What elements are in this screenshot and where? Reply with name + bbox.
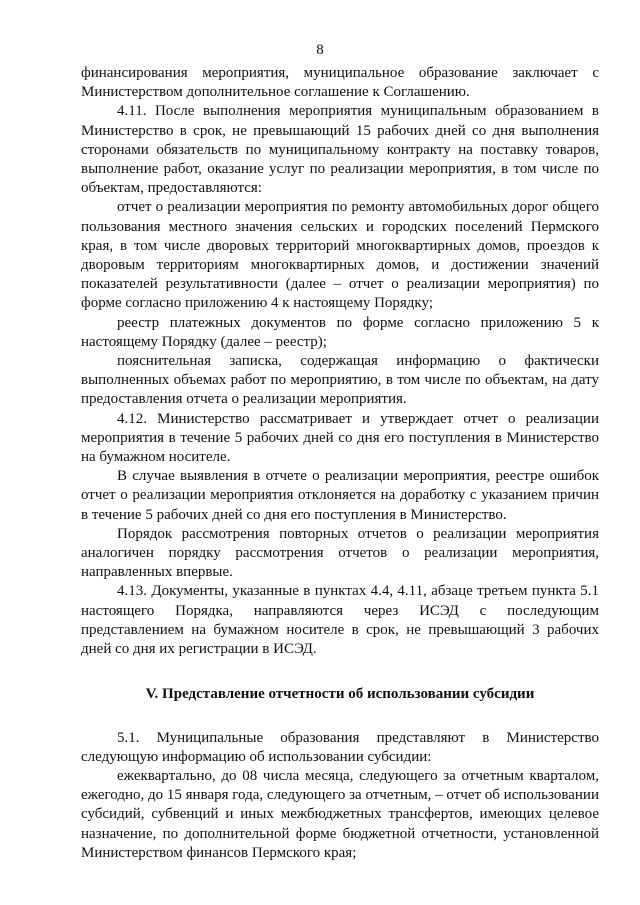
document-body (81, 64, 599, 863)
paragraph-4-13: 4.13. Документы, указанные в пунктах 4.4, 4.11, абзаце третьем пункта 5.1 настоящего Порядка, направляются через ИСЭД с последующим представлением на бумажном носителе в срок, не превышающий 3 рабочих дней со дня их регистрации в ИСЭД. (81, 583, 599, 658)
paragraph-4-11: 4.11. После выполнения мероприятия муниципальным образованием в Министерство в срок, не превышающий 15 рабочих дней со дня выполнения сторонами обязательств по муниципальному контракту на поставку товаров, выполнение работ, оказание услуг по реализации мероприятия, в том числе по объектам, предоставляются: (81, 103, 599, 197)
paragraph-quarterly: ежеквартально, до 08 числа месяца, следующего за отчетным кварталом, ежегодно, до 15 января года, следующего за отчетным, – отчет об использовании субсидий, субвенций и иных межбюджетных трансфертов, имеющих целевое назначение, по дополнительной форме бюджетной отчетности, установленной Министерством финансов Пермского края; (81, 767, 599, 861)
paragraph-continuation: финансирования мероприятия, муниципальное образование заключает с Министерством дополнительное соглашение к Соглашению. (81, 65, 599, 101)
paragraph-report: отчет о реализации мероприятия по ремонту автомобильных дорог общего пользования местного значения сельских и городских поселений Пермского края, в том числе дворовых территорий многоквартирных домов, проездов к дворовым территориям многоквартирных домов, и достижении значений показателей результативности (далее – отчет о реализации мероприятия) по форме согласно приложению 4 к настоящему Порядку; (81, 199, 599, 312)
page-number: 8 (316, 42, 324, 58)
paragraph-explanatory-note: пояснительная записка, содержащая информацию о фактически выполненных объемах работ по мероприятию, в том числе по объектам, на дату предоставления отчета о реализации мероприятия. (81, 353, 599, 408)
paragraph-registry: реестр платежных документов по форме согласно приложению 5 к настоящему Порядку (далее – реестр); (81, 314, 599, 350)
paragraph-errors: В случае выявления в отчете о реализации мероприятия, реестре ошибок отчет о реализации мероприятия отклоняется на доработку с указанием причин в течение 5 рабочих дней со дня его поступления в Министерство. (81, 468, 599, 523)
paragraph-5-1: 5.1. Муниципальные образования представляют в Министерство следующую информацию об использовании субсидии: (81, 729, 599, 765)
paragraph-repeat-reports: Порядок рассмотрения повторных отчетов о реализации мероприятия аналогичен порядку рассмотрения отчетов о реализации мероприятия, направленных впервые. (81, 525, 599, 581)
paragraph-4-12: 4.12. Министерство рассматривает и утверждает отчет о реализации мероприятия в течение 5 рабочих дней со дня его поступления в Министерство на бумажном носителе. (81, 410, 599, 466)
section-heading: V. Представление отчетности об использовании субсидии (145, 686, 535, 703)
